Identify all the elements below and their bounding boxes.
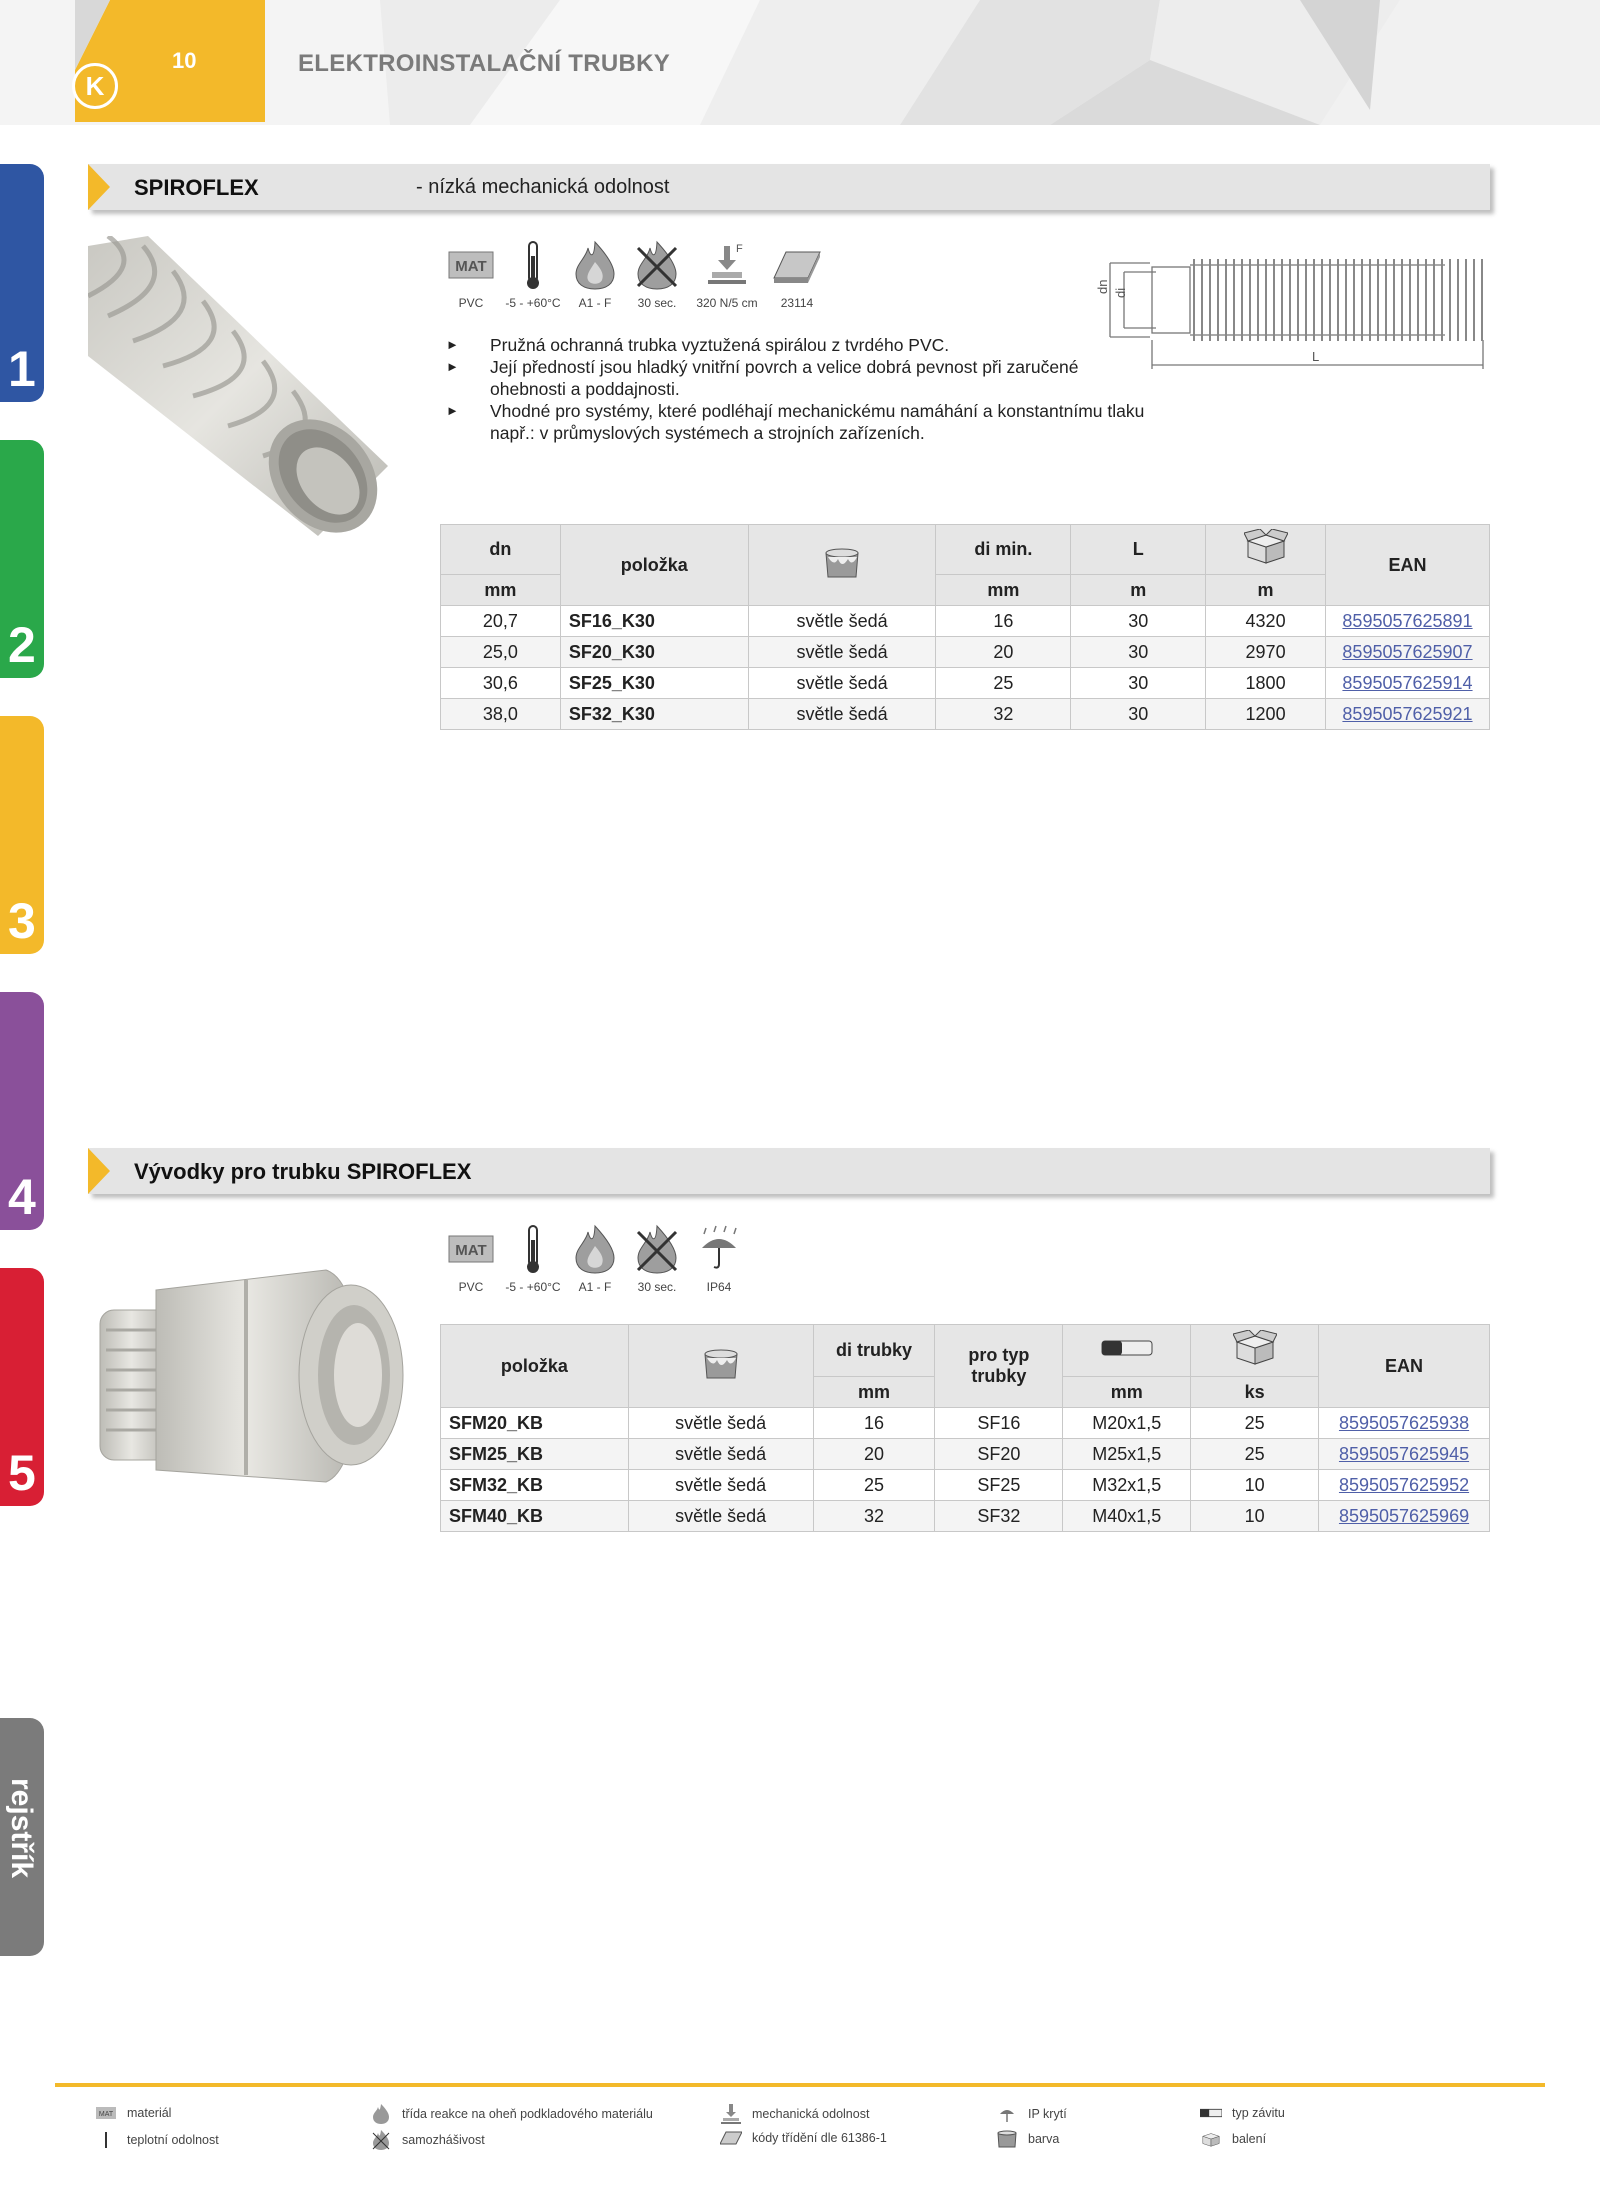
spec-fire-class: A1 - F bbox=[564, 1224, 626, 1294]
ip-icon bbox=[998, 2104, 1016, 2124]
unit-l: m bbox=[1071, 575, 1206, 606]
spec-self-extinguish: 30 sec. bbox=[626, 240, 688, 310]
table-row: SFM20_KB světle šedá 16 SF16 M20x1,5 25 8595057625938 bbox=[441, 1408, 1490, 1439]
section-title: Vývodky pro trubku SPIROFLEX bbox=[134, 1159, 472, 1184]
box-icon bbox=[1201, 2130, 1221, 2148]
paint-icon bbox=[997, 2130, 1017, 2148]
side-tab-3[interactable]: 3 bbox=[0, 716, 44, 954]
section-subtitle: - nízká mechanická odolnost bbox=[416, 176, 670, 198]
svg-text:F: F bbox=[736, 243, 743, 255]
ip-icon bbox=[694, 1224, 744, 1274]
legend-color: barva bbox=[996, 2130, 1059, 2148]
col-header-l: L bbox=[1071, 525, 1206, 575]
col-header-color bbox=[748, 525, 936, 606]
ean-link[interactable]: 8595057625969 bbox=[1338, 1505, 1470, 1526]
section-bar-glands bbox=[88, 1148, 1490, 1194]
col-header-ean: EAN bbox=[1326, 525, 1490, 606]
col-header-pack bbox=[1206, 525, 1326, 575]
thermometer-icon bbox=[508, 1224, 558, 1274]
flame-icon bbox=[372, 2104, 390, 2124]
paint-icon bbox=[703, 1348, 739, 1380]
legend-mechanical: mechanická odolnost bbox=[720, 2104, 869, 2124]
spec-mechanical: F 320 N/5 cm bbox=[688, 240, 766, 310]
pressure-icon bbox=[721, 2104, 741, 2124]
legend-self-extinguish: samozhášivost bbox=[370, 2130, 485, 2150]
svg-text:MAT: MAT bbox=[455, 1242, 487, 1259]
spec-material: MAT PVC bbox=[440, 240, 502, 310]
table-row: SFM40_KB světle šedá 32 SF32 M40x1,5 10 8595057625969 bbox=[441, 1501, 1490, 1532]
table-row: 30,6 SF25_K30 světle šedá 25 30 1800 8595057625914 bbox=[441, 668, 1490, 699]
spec-icons-spiroflex bbox=[440, 240, 828, 310]
footer-divider bbox=[55, 2083, 1545, 2087]
thermometer-icon bbox=[102, 2132, 110, 2148]
flame-crossed-icon bbox=[632, 240, 682, 290]
ean-link[interactable]: 8595057625952 bbox=[1338, 1474, 1470, 1495]
side-tab-5[interactable]: 5 bbox=[0, 1268, 44, 1506]
diagram-label-di: di bbox=[1113, 287, 1128, 298]
flame-crossed-icon bbox=[632, 1224, 682, 1274]
col-header-di: di min. bbox=[936, 525, 1071, 575]
logo-letter: K bbox=[85, 70, 105, 101]
col-header-pack bbox=[1191, 1325, 1319, 1377]
unit-pack: ks bbox=[1191, 1377, 1319, 1408]
spec-temperature: -5 - +60°C bbox=[502, 240, 564, 310]
spec-classification: 23114 bbox=[766, 240, 828, 310]
pressure-icon bbox=[702, 240, 752, 290]
flame-icon bbox=[570, 1224, 620, 1274]
legend-material: MAT materiál bbox=[95, 2106, 171, 2120]
spec-self-extinguish: 30 sec. bbox=[626, 1224, 688, 1294]
col-header-thread bbox=[1063, 1325, 1191, 1377]
flame-icon bbox=[570, 240, 620, 290]
legend-temperature: teplotní odolnost bbox=[95, 2132, 219, 2148]
mat-icon bbox=[446, 240, 496, 290]
paint-icon bbox=[824, 547, 860, 579]
ean-link[interactable]: 8595057625891 bbox=[1342, 610, 1473, 631]
side-tab-2[interactable]: 2 bbox=[0, 440, 44, 678]
spec-fire-class: A1 - F bbox=[564, 240, 626, 310]
thermometer-icon bbox=[508, 240, 558, 290]
feature-item: ► Její předností jsou hladký vnitřní povrch a velice dobrá pevnost při zaručené ohebnosti a poddajnosti. bbox=[446, 356, 1146, 400]
thread-icon bbox=[1200, 2108, 1222, 2118]
ean-link[interactable]: 8595057625938 bbox=[1338, 1412, 1470, 1433]
product-image-gland bbox=[96, 1260, 416, 1490]
tube-dimension-diagram bbox=[1090, 245, 1490, 370]
feature-item: ► Pružná ochranná trubka vyztužená spirálou z tvrdého PVC. bbox=[446, 334, 1146, 356]
legend-thread: typ závitu bbox=[1200, 2106, 1285, 2120]
company-logo bbox=[72, 63, 118, 109]
ean-link[interactable]: 8595057625914 bbox=[1342, 672, 1473, 693]
spec-icons-glands bbox=[440, 1224, 750, 1294]
table-row: 20,7 SF16_K30 světle šedá 16 30 4320 8595057625891 bbox=[441, 606, 1490, 637]
unit-di: mm bbox=[936, 575, 1071, 606]
col-header-type: pro typ trubky bbox=[935, 1325, 1063, 1408]
col-header-color bbox=[628, 1325, 813, 1408]
col-header-dn: dn bbox=[441, 525, 561, 575]
mat-icon bbox=[446, 1224, 496, 1274]
legend-packaging: balení bbox=[1200, 2130, 1266, 2148]
svg-text:MAT: MAT bbox=[455, 258, 487, 275]
ean-link[interactable]: 8595057625921 bbox=[1342, 703, 1473, 724]
unit-pack: m bbox=[1206, 575, 1326, 606]
spec-temperature: -5 - +60°C bbox=[502, 1224, 564, 1294]
flame-crossed-icon bbox=[372, 2130, 390, 2150]
section-title: SPIROFLEX bbox=[134, 175, 259, 200]
spec-material: MAT PVC bbox=[440, 1224, 502, 1294]
table-row: SFM25_KB světle šedá 20 SF20 M25x1,5 25 8595057625945 bbox=[441, 1439, 1490, 1470]
col-header-item: položka bbox=[560, 525, 748, 606]
unit-thread: mm bbox=[1063, 1377, 1191, 1408]
feature-item: ► Vhodné pro systémy, které podléhají mechanickému namáhání a konstantnímu tlaku např.: v průmyslových systémech a strojních zařízeních. bbox=[446, 400, 1146, 444]
side-tab-index[interactable]: rejstřík bbox=[0, 1718, 44, 1956]
thread-icon bbox=[1101, 1339, 1153, 1357]
glands-table bbox=[440, 1324, 1490, 1532]
table-row: 25,0 SF20_K30 světle šedá 20 30 2970 8595057625907 bbox=[441, 637, 1490, 668]
unit-dn: mm bbox=[441, 575, 561, 606]
box-icon bbox=[1244, 529, 1288, 565]
section-bar-spiroflex bbox=[88, 164, 1490, 210]
table-row: 38,0 SF32_K30 světle šedá 32 30 1200 8595057625921 bbox=[441, 699, 1490, 730]
feature-list bbox=[446, 334, 1146, 444]
diagram-label-l: L bbox=[1312, 349, 1320, 364]
spec-ip-rating: IP64 bbox=[688, 1224, 750, 1294]
page-number: 10 bbox=[172, 48, 197, 73]
side-tab-1[interactable]: 1 bbox=[0, 164, 44, 402]
col-header-ean: EAN bbox=[1319, 1325, 1490, 1408]
mat-icon bbox=[96, 2107, 116, 2119]
box-icon bbox=[1233, 1330, 1277, 1366]
plate-icon bbox=[720, 2130, 742, 2146]
legend-fire-class: třída reakce na oheň podkladového materiálu bbox=[370, 2104, 653, 2124]
col-header-di: di trubky bbox=[813, 1325, 935, 1377]
legend-ip: IP krytí bbox=[996, 2104, 1067, 2124]
side-tab-4[interactable]: 4 bbox=[0, 992, 44, 1230]
svg-text:MAT: MAT bbox=[98, 2111, 114, 2118]
ean-link[interactable]: 8595057625945 bbox=[1338, 1443, 1470, 1464]
ean-link[interactable]: 8595057625907 bbox=[1342, 641, 1473, 662]
spiroflex-table bbox=[440, 524, 1490, 730]
product-image-spiroflex-tube bbox=[88, 236, 400, 536]
plate-icon bbox=[772, 240, 822, 290]
legend-classification: kódy třídění dle 61386-1 bbox=[720, 2130, 887, 2146]
page-title: ELEKTROINSTALAČNÍ TRUBKY bbox=[298, 50, 671, 77]
table-row: SFM32_KB světle šedá 25 SF25 M32x1,5 10 8595057625952 bbox=[441, 1470, 1490, 1501]
col-header-item: položka bbox=[441, 1325, 629, 1408]
diagram-label-dn: dn bbox=[1095, 279, 1110, 294]
unit-di: mm bbox=[813, 1377, 935, 1408]
